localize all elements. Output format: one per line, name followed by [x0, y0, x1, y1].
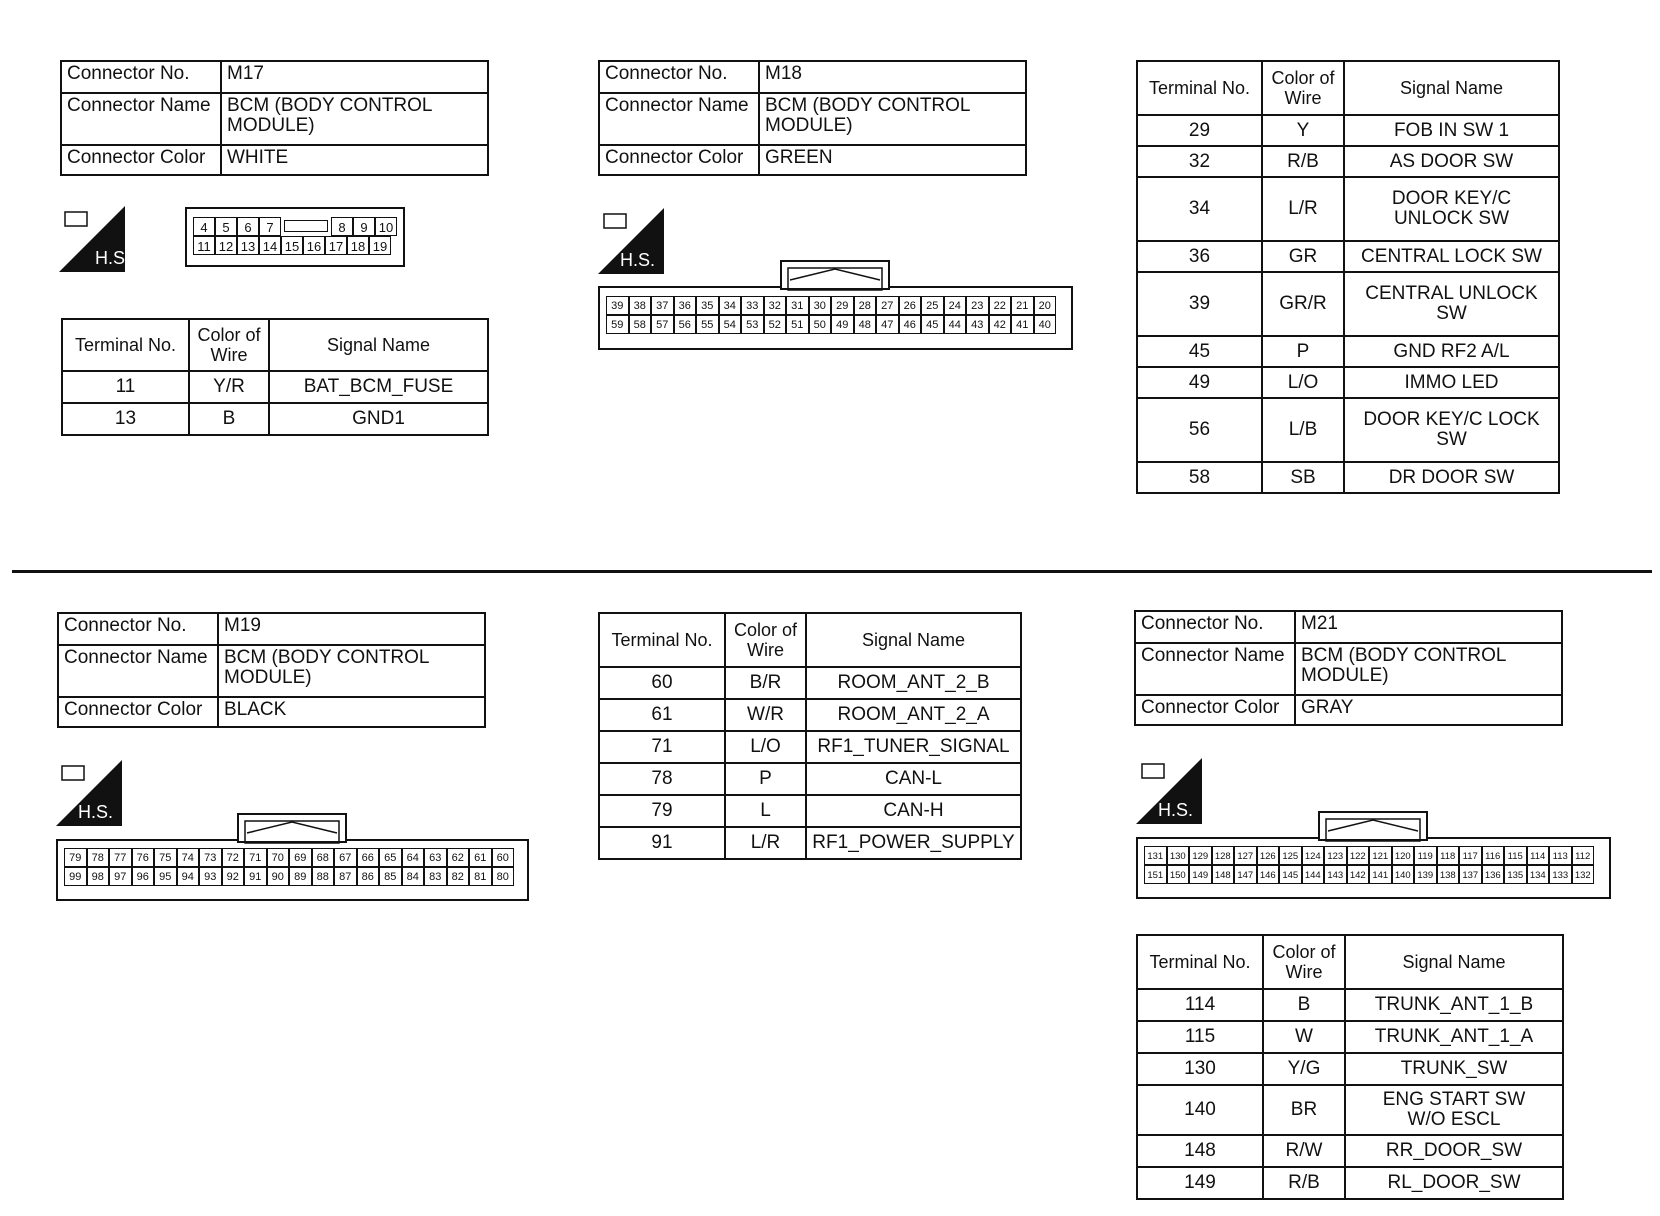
table-row — [1137, 398, 1559, 462]
table-row — [1137, 272, 1559, 336]
connector-pin: 76 — [132, 848, 155, 867]
terminal-no: 91 — [599, 827, 725, 859]
connector-pin: 54 — [719, 315, 742, 334]
signal-name: TRUNK_ANT_1_B — [1345, 989, 1563, 1021]
connector-pin: 127 — [1234, 846, 1257, 865]
connector-pin: 28 — [854, 296, 877, 315]
header-color-of-wire: Color of Wire — [1262, 61, 1344, 115]
wire-color: B — [189, 403, 269, 435]
label-connector-no: Connector No. — [58, 613, 218, 645]
connector-pin: 21 — [1011, 296, 1034, 315]
signal-name: GND1 — [269, 403, 488, 435]
header-color-of-wire: Color of Wire — [725, 613, 806, 667]
connector-pin: 51 — [786, 315, 809, 334]
table-row — [1137, 367, 1559, 398]
label-connector-no: Connector No. — [61, 61, 221, 93]
wire-color: SB — [1262, 462, 1344, 493]
wire-color: L/O — [1262, 367, 1344, 398]
connector-pin: 121 — [1369, 846, 1392, 865]
connector-pin: 20 — [1034, 296, 1057, 315]
connector-pin: 124 — [1302, 846, 1325, 865]
connector-pin: 75 — [154, 848, 177, 867]
connector-pin: 91 — [244, 867, 267, 886]
connector-pin: 125 — [1279, 846, 1302, 865]
connector-pin: 32 — [764, 296, 787, 315]
header-signal-name: Signal Name — [1345, 935, 1563, 989]
signal-name: ROOM_ANT_2_A — [806, 699, 1021, 731]
terminal-no: 140 — [1137, 1085, 1263, 1135]
terminal-no: 61 — [599, 699, 725, 731]
connector-no-value: M18 — [759, 61, 1026, 93]
connector-pin: 142 — [1347, 865, 1370, 884]
connector-pin: 83 — [424, 867, 447, 886]
connector-pin: 94 — [177, 867, 200, 886]
connector-pin: 53 — [741, 315, 764, 334]
label-connector-name: Connector Name — [58, 645, 218, 697]
connector-pin: 48 — [854, 315, 877, 334]
table-row — [1137, 989, 1563, 1021]
connector-pin: 97 — [109, 867, 132, 886]
connector-pin: 31 — [786, 296, 809, 315]
connector-pin: 57 — [651, 315, 674, 334]
connector-pin: 70 — [267, 848, 290, 867]
wire-color: W/R — [725, 699, 806, 731]
wire-color: L/B — [1262, 398, 1344, 462]
terminal-no: 78 — [599, 763, 725, 795]
terminal-no: 49 — [1137, 367, 1262, 398]
connector-pin: 5 — [215, 217, 237, 236]
connector-pin: 26 — [899, 296, 922, 315]
connector-pin: 55 — [696, 315, 719, 334]
connector-pin: 118 — [1437, 846, 1460, 865]
wire-color: GR/R — [1262, 272, 1344, 336]
table-row — [1137, 1021, 1563, 1053]
connector-color-value: BLACK — [218, 697, 485, 727]
table-row — [1137, 1085, 1563, 1135]
label-connector-color: Connector Color — [1135, 695, 1295, 725]
signal-name: IMMO LED — [1344, 367, 1559, 398]
wire-color: L/O — [725, 731, 806, 763]
connector-pin: 82 — [447, 867, 470, 886]
terminal-no: 32 — [1137, 146, 1262, 177]
connector-pin: 134 — [1527, 865, 1550, 884]
connector-pin: 39 — [606, 296, 629, 315]
connector-face-m18 — [598, 286, 1073, 350]
connector-pin: 8 — [331, 217, 353, 236]
connector-info-m21 — [1134, 610, 1563, 726]
header-terminal-no: Terminal No. — [62, 319, 189, 371]
header-signal-name: Signal Name — [269, 319, 488, 371]
connector-pin: 90 — [267, 867, 290, 886]
wire-color: P — [1262, 336, 1344, 367]
wire-color: Y — [1262, 115, 1344, 146]
connector-latch-m21 — [1318, 811, 1428, 841]
connector-pin: 30 — [809, 296, 832, 315]
hs-label: H.S. — [620, 250, 656, 270]
connector-pin: 98 — [87, 867, 110, 886]
table-row — [599, 699, 1021, 731]
connector-pin: 14 — [259, 236, 281, 255]
connector-pin: 113 — [1549, 846, 1572, 865]
table-row — [599, 667, 1021, 699]
connector-pin: 10 — [375, 217, 397, 236]
connector-pin: 19 — [369, 236, 391, 255]
terminal-no: 114 — [1137, 989, 1263, 1021]
connector-pin: 59 — [606, 315, 629, 334]
connector-face-m17 — [185, 207, 405, 267]
connector-pin: 56 — [674, 315, 697, 334]
label-connector-color: Connector Color — [58, 697, 218, 727]
connector-pin: 63 — [424, 848, 447, 867]
connector-pin: 151 — [1144, 865, 1167, 884]
connector-pin: 69 — [289, 848, 312, 867]
connector-pin: 129 — [1189, 846, 1212, 865]
connector-pin: 15 — [281, 236, 303, 255]
connector-pin: 13 — [237, 236, 259, 255]
connector-pin: 11 — [193, 236, 215, 255]
connector-pin: 146 — [1257, 865, 1280, 884]
signal-name: CENTRAL LOCK SW — [1344, 241, 1559, 272]
signal-name: DOOR KEY/C LOCK SW — [1344, 398, 1559, 462]
connector-pin: 71 — [244, 848, 267, 867]
connector-pin: 34 — [719, 296, 742, 315]
label-connector-color: Connector Color — [61, 145, 221, 175]
connector-pin: 115 — [1504, 846, 1527, 865]
connector-pin: 119 — [1414, 846, 1437, 865]
connector-pin: 95 — [154, 867, 177, 886]
connector-pin: 6 — [237, 217, 259, 236]
hs-label: H.S. — [78, 802, 114, 822]
table-row — [62, 371, 488, 403]
wire-color: B — [1263, 989, 1345, 1021]
connector-pin: 133 — [1549, 865, 1572, 884]
header-terminal-no: Terminal No. — [1137, 61, 1262, 115]
connector-pin: 135 — [1504, 865, 1527, 884]
signal-name: TRUNK_ANT_1_A — [1345, 1021, 1563, 1053]
header-signal-name: Signal Name — [1344, 61, 1559, 115]
connector-pin: 45 — [921, 315, 944, 334]
label-connector-name: Connector Name — [599, 93, 759, 145]
connector-pin: 79 — [64, 848, 87, 867]
connector-name-value: BCM (BODY CONTROL MODULE) — [759, 93, 1026, 145]
connector-pin: 88 — [312, 867, 335, 886]
connector-color-value: GRAY — [1295, 695, 1562, 725]
connector-pin: 148 — [1212, 865, 1235, 884]
header-color-of-wire: Color of Wire — [1263, 935, 1345, 989]
connector-pin: 23 — [966, 296, 989, 315]
connector-pin: 41 — [1011, 315, 1034, 334]
signal-name: ENG START SW W/O ESCL — [1345, 1085, 1563, 1135]
connector-pin: 25 — [921, 296, 944, 315]
wire-color: P — [725, 763, 806, 795]
header-signal-name: Signal Name — [806, 613, 1021, 667]
connector-pin: 81 — [469, 867, 492, 886]
signal-name: RF1_POWER_SUPPLY — [806, 827, 1021, 859]
connector-pin: 93 — [199, 867, 222, 886]
connector-pin: 44 — [944, 315, 967, 334]
connector-pin: 24 — [944, 296, 967, 315]
table-row — [1137, 336, 1559, 367]
connector-pin: 89 — [289, 867, 312, 886]
terminal-no: 130 — [1137, 1053, 1263, 1085]
terminal-no: 60 — [599, 667, 725, 699]
table-row — [1137, 1135, 1563, 1167]
signal-name: GND RF2 A/L — [1344, 336, 1559, 367]
label-connector-name: Connector Name — [61, 93, 221, 145]
connector-pin: 140 — [1392, 865, 1415, 884]
table-row — [1137, 1053, 1563, 1085]
signal-name: DR DOOR SW — [1344, 462, 1559, 493]
connector-pin: 68 — [312, 848, 335, 867]
wire-color: L/R — [1262, 177, 1344, 241]
wire-color: R/B — [1263, 1167, 1345, 1199]
connector-pin: 149 — [1189, 865, 1212, 884]
connector-pin: 65 — [379, 848, 402, 867]
harness-side-badge-icon — [1136, 758, 1202, 824]
hs-label: H.S. — [1158, 800, 1194, 820]
connector-name-value: BCM (BODY CONTROL MODULE) — [218, 645, 485, 697]
connector-pin: 126 — [1257, 846, 1280, 865]
connector-info-m17 — [60, 60, 489, 176]
connector-pin: 141 — [1369, 865, 1392, 884]
connector-pin: 47 — [876, 315, 899, 334]
connector-no-value: M19 — [218, 613, 485, 645]
connector-pin: 137 — [1459, 865, 1482, 884]
wire-color: Y/R — [189, 371, 269, 403]
wire-color: BR — [1263, 1085, 1345, 1135]
connector-pin: 61 — [469, 848, 492, 867]
wire-color: R/B — [1262, 146, 1344, 177]
connector-pin: 17 — [325, 236, 347, 255]
terminal-no: 36 — [1137, 241, 1262, 272]
connector-pin: 35 — [696, 296, 719, 315]
table-row — [1137, 462, 1559, 493]
signal-name: FOB IN SW 1 — [1344, 115, 1559, 146]
connector-pin: 131 — [1144, 846, 1167, 865]
connector-pin: 136 — [1482, 865, 1505, 884]
connector-pin: 96 — [132, 867, 155, 886]
connector-pin: 52 — [764, 315, 787, 334]
terminal-no: 149 — [1137, 1167, 1263, 1199]
signal-name: RR_DOOR_SW — [1345, 1135, 1563, 1167]
connector-pin: 112 — [1572, 846, 1595, 865]
terminal-no: 29 — [1137, 115, 1262, 146]
connector-pin: 139 — [1414, 865, 1437, 884]
connector-pin: 144 — [1302, 865, 1325, 884]
connector-pin: 150 — [1167, 865, 1190, 884]
wire-color: GR — [1262, 241, 1344, 272]
connector-info-m19 — [57, 612, 486, 728]
connector-name-value: BCM (BODY CONTROL MODULE) — [221, 93, 488, 145]
connector-pin: 40 — [1034, 315, 1057, 334]
connector-color-value: GREEN — [759, 145, 1026, 175]
connector-pin: 46 — [899, 315, 922, 334]
terminal-table-m17 — [61, 318, 489, 436]
connector-pin: 86 — [357, 867, 380, 886]
terminal-no: 45 — [1137, 336, 1262, 367]
signal-name: BAT_BCM_FUSE — [269, 371, 488, 403]
connector-face-m19 — [56, 839, 529, 901]
connector-face-m21 — [1136, 837, 1611, 899]
connector-latch-m19 — [237, 813, 347, 843]
connector-pin: 37 — [651, 296, 674, 315]
connector-pin: 92 — [222, 867, 245, 886]
harness-side-badge-icon — [598, 208, 664, 274]
connector-pin: 33 — [741, 296, 764, 315]
label-connector-no: Connector No. — [1135, 611, 1295, 643]
connector-info-m18 — [598, 60, 1027, 176]
connector-pin: 36 — [674, 296, 697, 315]
connector-pin: 4 — [193, 217, 215, 236]
connector-pin: 16 — [303, 236, 325, 255]
connector-pin: 123 — [1324, 846, 1347, 865]
table-row — [599, 731, 1021, 763]
connector-pin: 128 — [1212, 846, 1235, 865]
signal-name: RF1_TUNER_SIGNAL — [806, 731, 1021, 763]
connector-pin: 62 — [447, 848, 470, 867]
connector-pin: 27 — [876, 296, 899, 315]
terminal-no: 11 — [62, 371, 189, 403]
label-connector-color: Connector Color — [599, 145, 759, 175]
wire-color: L — [725, 795, 806, 827]
connector-pin: 85 — [379, 867, 402, 886]
wire-color: Y/G — [1263, 1053, 1345, 1085]
connector-name-value: BCM (BODY CONTROL MODULE) — [1295, 643, 1562, 695]
connector-pin: 143 — [1324, 865, 1347, 884]
terminal-no: 58 — [1137, 462, 1262, 493]
signal-name: ROOM_ANT_2_B — [806, 667, 1021, 699]
terminal-table-m21 — [1136, 934, 1564, 1200]
connector-pin: 99 — [64, 867, 87, 886]
connector-pin: 18 — [347, 236, 369, 255]
connector-pin: 117 — [1459, 846, 1482, 865]
connector-pin: 77 — [109, 848, 132, 867]
wire-color: L/R — [725, 827, 806, 859]
connector-pin: 132 — [1572, 865, 1595, 884]
signal-name: DOOR KEY/C UNLOCK SW — [1344, 177, 1559, 241]
connector-pin: 80 — [492, 867, 515, 886]
signal-name: CAN-L — [806, 763, 1021, 795]
connector-pin: 72 — [222, 848, 245, 867]
connector-pin: 22 — [989, 296, 1012, 315]
connector-pin: 147 — [1234, 865, 1257, 884]
table-row — [1137, 241, 1559, 272]
table-row — [599, 827, 1021, 859]
connector-pin: 84 — [402, 867, 425, 886]
header-terminal-no: Terminal No. — [599, 613, 725, 667]
connector-pin: 120 — [1392, 846, 1415, 865]
signal-name: CAN-H — [806, 795, 1021, 827]
table-row — [1137, 177, 1559, 241]
connector-no-value: M17 — [221, 61, 488, 93]
connector-pin: 60 — [492, 848, 515, 867]
connector-color-value: WHITE — [221, 145, 488, 175]
section-divider — [12, 570, 1652, 573]
connector-pin: 122 — [1347, 846, 1370, 865]
terminal-table-m18 — [1136, 60, 1560, 494]
connector-no-value: M21 — [1295, 611, 1562, 643]
connector-pin: 50 — [809, 315, 832, 334]
label-connector-no: Connector No. — [599, 61, 759, 93]
table-row — [1137, 115, 1559, 146]
connector-pin: 116 — [1482, 846, 1505, 865]
signal-name: AS DOOR SW — [1344, 146, 1559, 177]
connector-pin: 64 — [402, 848, 425, 867]
connector-pin: 130 — [1167, 846, 1190, 865]
connector-pin: 58 — [629, 315, 652, 334]
connector-pin: 74 — [177, 848, 200, 867]
signal-name: TRUNK_SW — [1345, 1053, 1563, 1085]
terminal-no: 39 — [1137, 272, 1262, 336]
harness-side-badge-icon — [59, 206, 131, 272]
connector-pin: 73 — [199, 848, 222, 867]
signal-name: RL_DOOR_SW — [1345, 1167, 1563, 1199]
table-row — [599, 795, 1021, 827]
terminal-table-m19 — [598, 612, 1022, 860]
connector-pin: 78 — [87, 848, 110, 867]
terminal-no: 115 — [1137, 1021, 1263, 1053]
header-color-of-wire: Color of Wire — [189, 319, 269, 371]
table-row — [599, 763, 1021, 795]
table-row — [1137, 146, 1559, 177]
wire-color: W — [1263, 1021, 1345, 1053]
signal-name: CENTRAL UNLOCK SW — [1344, 272, 1559, 336]
connector-pin: 87 — [334, 867, 357, 886]
terminal-no: 13 — [62, 403, 189, 435]
terminal-no: 71 — [599, 731, 725, 763]
connector-pin: 29 — [831, 296, 854, 315]
connector-pin: 38 — [629, 296, 652, 315]
pin-key-slot — [284, 220, 328, 232]
connector-pin: 138 — [1437, 865, 1460, 884]
connector-pin: 66 — [357, 848, 380, 867]
label-connector-name: Connector Name — [1135, 643, 1295, 695]
table-row — [1137, 1167, 1563, 1199]
connector-pin: 49 — [831, 315, 854, 334]
terminal-no: 56 — [1137, 398, 1262, 462]
connector-pin: 114 — [1527, 846, 1550, 865]
terminal-no: 79 — [599, 795, 725, 827]
terminal-no: 148 — [1137, 1135, 1263, 1167]
connector-pin: 12 — [215, 236, 237, 255]
hs-label: H.S. — [95, 248, 131, 268]
connector-pin: 7 — [259, 217, 281, 236]
connector-pin: 42 — [989, 315, 1012, 334]
harness-side-badge-icon — [56, 760, 122, 826]
wire-color: B/R — [725, 667, 806, 699]
connector-pin: 67 — [334, 848, 357, 867]
table-row — [62, 403, 488, 435]
connector-latch-m18 — [780, 260, 890, 290]
wire-color: R/W — [1263, 1135, 1345, 1167]
connector-pin: 9 — [353, 217, 375, 236]
connector-pin: 145 — [1279, 865, 1302, 884]
header-terminal-no: Terminal No. — [1137, 935, 1263, 989]
terminal-no: 34 — [1137, 177, 1262, 241]
connector-pin: 43 — [966, 315, 989, 334]
